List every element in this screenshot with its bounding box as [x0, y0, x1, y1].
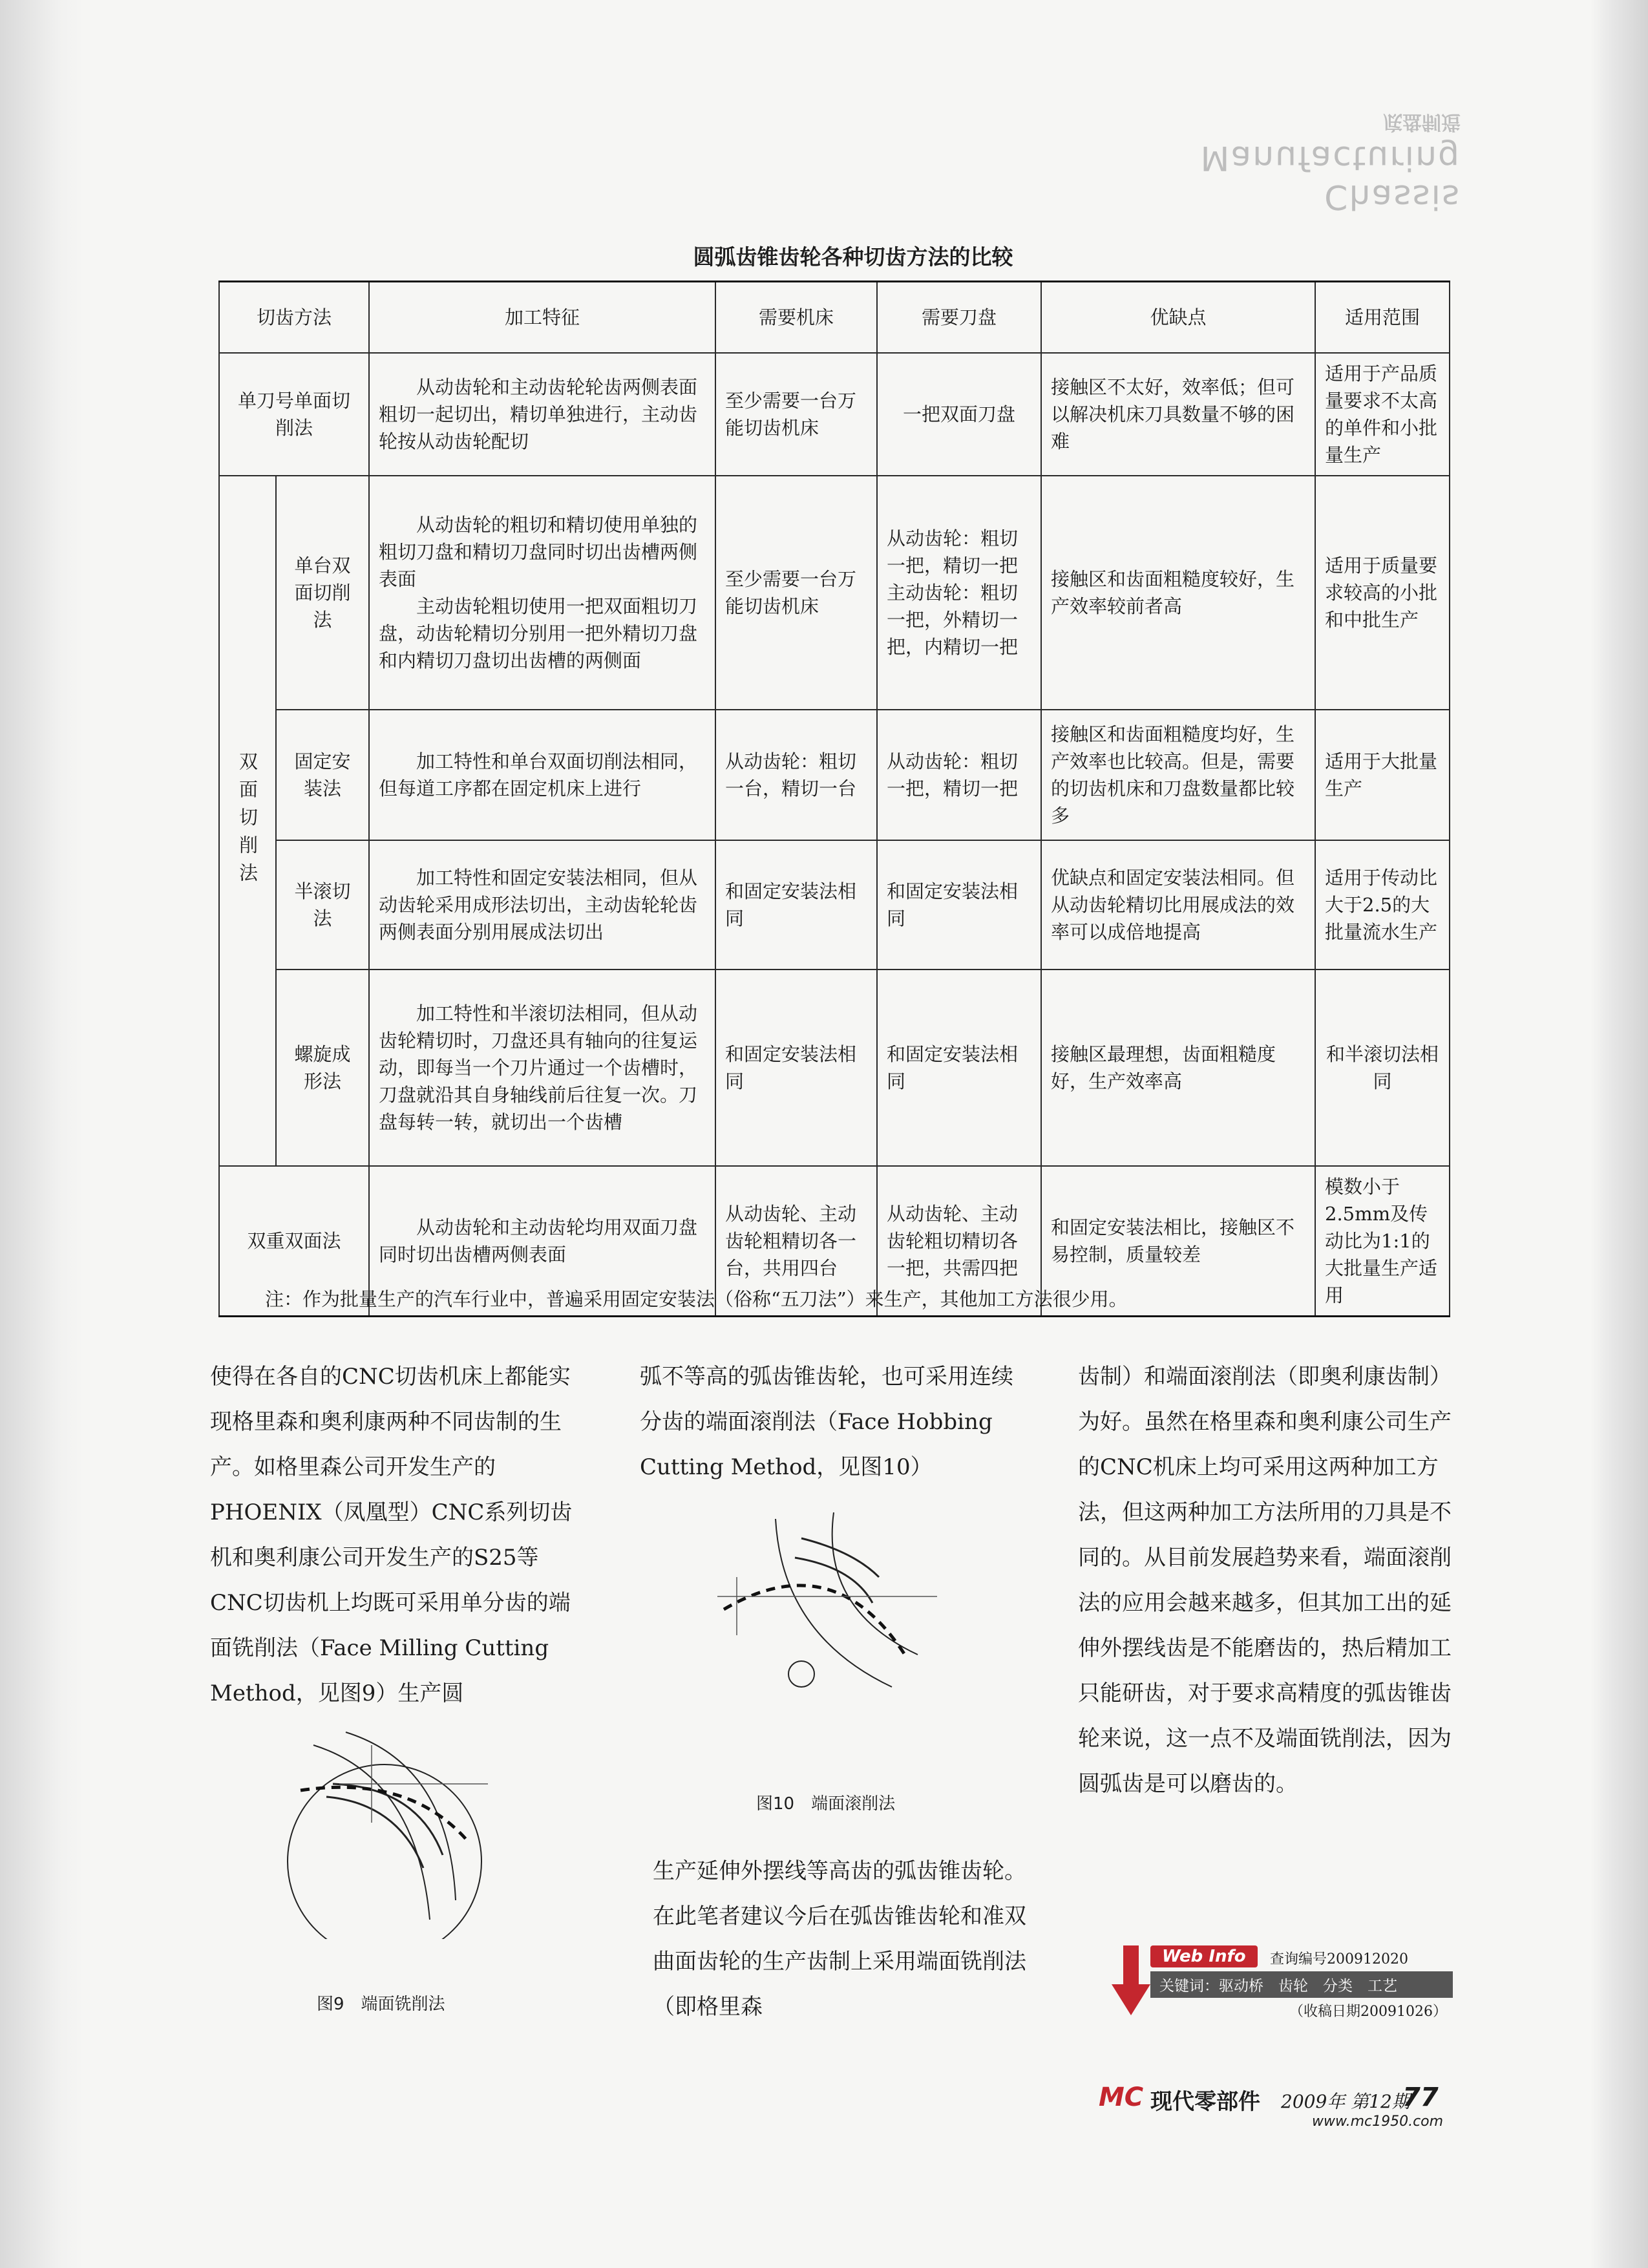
- page-edge-right: [1590, 0, 1648, 2268]
- figure-10-face-hobbing-diagram: [704, 1506, 963, 1726]
- table-note: 注：作为批量生产的汽车行业中，普遍采用固定安装法（俗称“五刀法”）来生产，其他加工方法很少用。: [265, 1288, 1128, 1310]
- cell-scope: 适用于产品质量要求不太高的单件和小批量生产: [1315, 353, 1450, 476]
- header-cn: 底盘制造: [1383, 111, 1461, 133]
- cell-cutter: 和固定安装法相同: [877, 970, 1041, 1166]
- paragraph: 弧不等高的弧齿锥齿轮，也可采用连续分齿的端面滚削法（Face Hobbing Cutting Method，见图10）: [640, 1364, 1013, 1480]
- cell-cutter: 一把双面刀盘: [877, 353, 1041, 476]
- figure-9-face-milling-diagram: [275, 1706, 494, 1939]
- cell-method: 单台双面切削法: [276, 476, 369, 710]
- table-row: [219, 970, 1450, 1166]
- cell-feature-part2: 主动齿轮粗切使用一把双面粗切刀盘，动齿轮精切分别用一把外精切刀盘和内精切刀盘切出齿槽的两侧面: [379, 595, 698, 672]
- body-column-3: [1078, 1354, 1459, 1807]
- header-scope: 适用范围: [1315, 282, 1450, 354]
- issue-label: 2009年 第12期: [1281, 2091, 1410, 2112]
- cell-feature: [369, 476, 715, 710]
- cell-machine: 至少需要一台万能切齿机床: [715, 476, 877, 710]
- cell-cutter: 从动齿轮：粗切一把，精切一把主动齿轮：粗切一把，外精切一把，内精切一把: [877, 476, 1041, 710]
- paragraph: 齿制）和端面滚削法（即奥利康齿制）为好。虽然在格里森和奥利康公司生产的CNC机床上均可采用这两种加工方法，但这两种加工方法所用的刀具是不同的。从目前发展趋势来看，端面滚削法的应用会越来越多，但其加工出的延伸外摆线齿是不能磨齿的，热后精加工只能研齿，对于要求高精度的弧齿锥齿轮来说，这一点不及端面铣削法，因为圆弧齿是可以磨齿的。: [1078, 1364, 1452, 1797]
- cell-pros-cons: 接触区不太好，效率低；但可以解决机床刀具数量不够的困难: [1041, 353, 1315, 476]
- cell-scope: 模数小于2.5mm及传动比为1:1的大批量生产适用: [1315, 1166, 1450, 1317]
- cell-pros-cons: 和固定安装法相比，接触区不易控制，质量较差: [1041, 1166, 1315, 1317]
- magazine-name: 现代零部件: [1150, 2089, 1260, 2115]
- cell-feature: 从动齿轮和主动齿轮轮齿两侧表面粗切一起切出，精切单独进行，主动齿轮按从动齿轮配切: [369, 353, 715, 476]
- cell-pros-cons: 接触区和齿面粗糙度较好，生产效率较前者高: [1041, 476, 1315, 710]
- body-column-2-top: [640, 1354, 1028, 1490]
- comparison-table: [218, 281, 1450, 1317]
- header-feature: 加工特征: [369, 282, 715, 354]
- cell-scope: 适用于大批量生产: [1315, 710, 1450, 840]
- cell-machine: 从动齿轮：粗切一台，精切一台: [715, 710, 877, 840]
- header-cutter: 需要刀盘: [877, 282, 1041, 354]
- cell-cutter: 和固定安装法相同: [877, 840, 1041, 970]
- cell-feature: 加工特性和单台双面切削法相同，但每道工序都在固定机床上进行: [369, 710, 715, 840]
- web-info-tag: Web Info: [1150, 1945, 1258, 1967]
- brand-logo: MC: [1099, 2083, 1144, 2112]
- paragraph: 生产延伸外摆线等高齿的弧齿锥齿轮。在此笔者建议今后在弧齿锥齿轮和准双曲面齿轮的生产齿制上采用端面铣削法（即格里森: [653, 1858, 1026, 2020]
- paragraph: 使得在各自的CNC切齿机床上都能实现格里森和奥利康两种不同齿制的生产。如格里森公司开发生产的PHOENIX（凤凰型）CNC系列切齿机和奥利康公司开发生产的S25等CNC切齿机上均既可采用单分齿的端面铣削法（Face Milling Cutting Method，见图9）生产圆: [210, 1364, 573, 1706]
- cell-cutter: 从动齿轮、主动齿轮粗切精切各一把，共需四把: [877, 1166, 1041, 1317]
- cell-machine: 从动齿轮、主动齿轮粗精切各一台，共用四台: [715, 1166, 877, 1317]
- received-date: （收稿日期20091026）: [1289, 2004, 1447, 2020]
- cell-feature: 从动齿轮和主动齿轮均用双面刀盘同时切出齿槽两侧表面: [369, 1166, 715, 1317]
- header-pros-cons: 优缺点: [1041, 282, 1315, 354]
- figure-10-caption: 图10 端面滚削法: [756, 1794, 896, 1814]
- keywords-bar: 关键词：驱动桥 齿轮 分类 工艺: [1150, 1971, 1453, 1998]
- cell-scope: 适用于质量要求较高的小批和中批生产: [1315, 476, 1450, 710]
- cell-method: 单刀号单面切削法: [219, 353, 369, 476]
- cell-scope: 和半滚切法相同: [1315, 970, 1450, 1166]
- table-row: [219, 476, 1450, 710]
- cell-pros-cons: 接触区最理想，齿面粗糙度好，生产效率高: [1041, 970, 1315, 1166]
- cell-pros-cons: 接触区和齿面粗糙度均好，生产效率也比较高。但是，需要的切齿机床和刀盘数量都比较多: [1041, 710, 1315, 840]
- page-number: 77: [1402, 2083, 1439, 2112]
- cell-machine: 和固定安装法相同: [715, 840, 877, 970]
- page-edge-left: [0, 0, 84, 2268]
- header-bleed-through: [1099, 110, 1461, 216]
- table-row: [219, 710, 1450, 840]
- header-method: 切齿方法: [219, 282, 369, 354]
- cell-method: 螺旋成形法: [276, 970, 369, 1166]
- cell-machine: 至少需要一台万能切齿机床: [715, 353, 877, 476]
- web-info-box: [1112, 1939, 1474, 2023]
- query-number: 查询编号200912020: [1270, 1951, 1408, 1967]
- body-column-1: [210, 1354, 591, 1716]
- table-title: 圆弧齿锥齿轮各种切齿方法的比较: [693, 244, 1013, 270]
- cell-method: 半滚切法: [276, 840, 369, 970]
- figure-9-caption: 图9 端面铣削法: [317, 1995, 445, 2014]
- cell-feature-part1: 从动齿轮的粗切和精切使用单独的粗切刀盘和精切刀盘同时切出齿槽两侧表面: [379, 514, 698, 591]
- header-machine: 需要机床: [715, 282, 877, 354]
- cell-feature: 加工特性和半滚切法相同，但从动齿轮精切时，刀盘还具有轴向的往复运动，即每当一个刀片通过一个齿槽时，刀盘就沿其自身轴线前后往复一次。刀盘每转一转，就切出一个齿槽: [369, 970, 715, 1166]
- page-footer: [1099, 2083, 1461, 2134]
- cell-feature: 加工特性和固定安装法相同，但从动齿轮采用成形法切出，主动齿轮轮齿两侧表面分别用展成法切出: [369, 840, 715, 970]
- cell-method: 固定安装法: [276, 710, 369, 840]
- down-arrow-icon: [1112, 1945, 1150, 2017]
- group-label: 双面切削法: [219, 476, 276, 1166]
- table-row: [219, 353, 1450, 476]
- header-en: Chassis Manufacturing: [1200, 138, 1461, 216]
- cell-method: 双重双面法: [219, 1166, 369, 1317]
- cell-scope: 适用于传动比大于2.5的大批量流水生产: [1315, 840, 1450, 970]
- table-header-row: [219, 282, 1450, 354]
- table-row: [219, 840, 1450, 970]
- cell-machine: 和固定安装法相同: [715, 970, 877, 1166]
- website-url: www.mc1950.com: [1312, 2114, 1444, 2130]
- body-column-2-bottom: [653, 1849, 1028, 2030]
- cell-cutter: 从动齿轮：粗切一把，精切一把: [877, 710, 1041, 840]
- cell-pros-cons: 优缺点和固定安装法相同。但从动齿轮精切比用展成法的效率可以成倍地提高: [1041, 840, 1315, 970]
